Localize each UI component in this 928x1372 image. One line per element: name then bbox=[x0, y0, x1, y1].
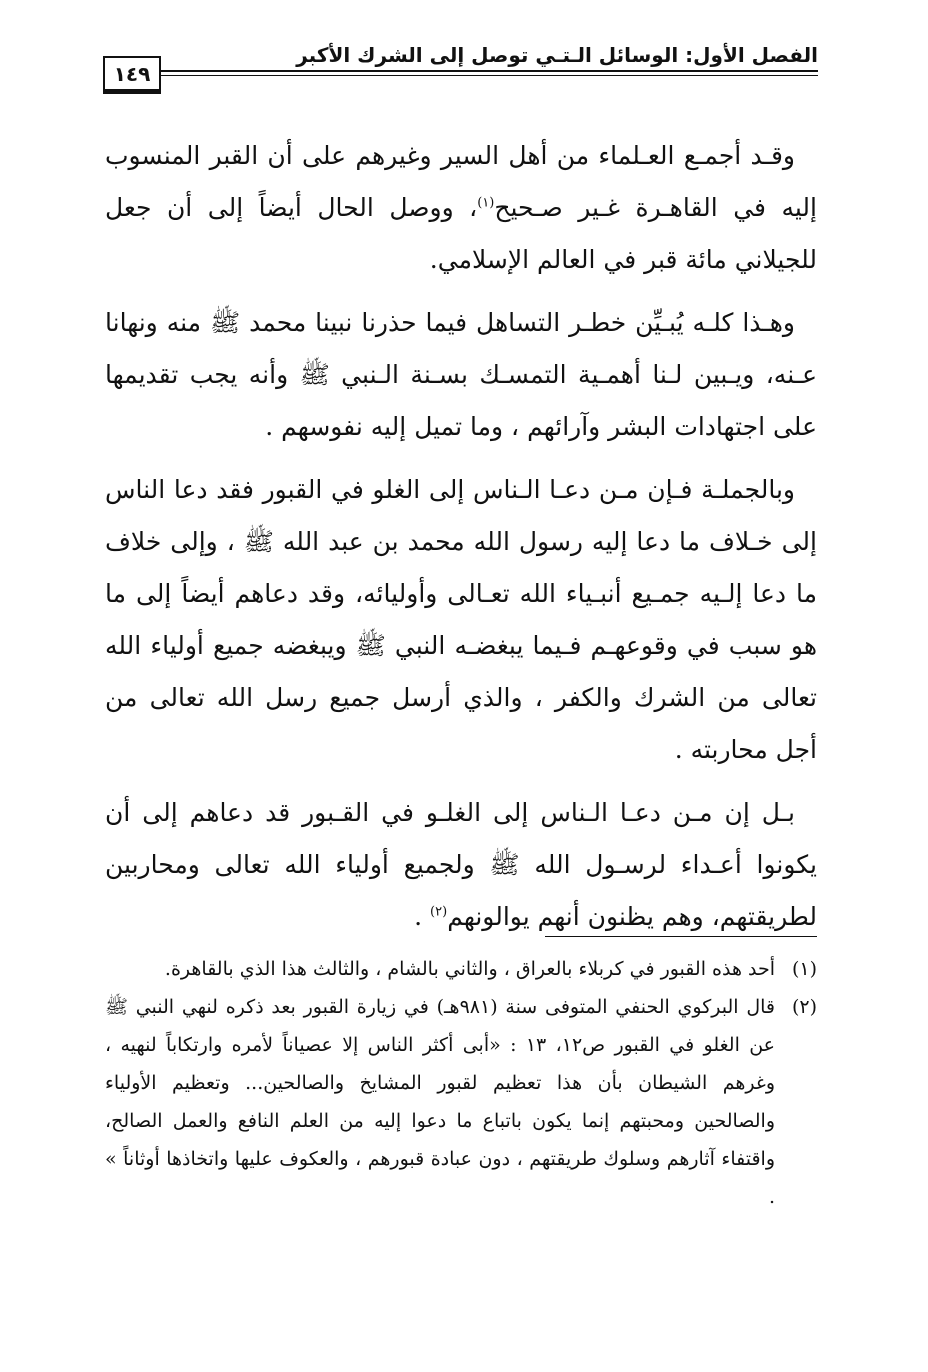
paragraph-1 bbox=[105, 130, 817, 286]
running-header-title: الفصل الأول: الوسائل الـتـي توصل إلى الشرك الأكبر bbox=[296, 43, 818, 67]
paragraph-1-text-cont: ، ووصل الحال أيضاً إلى أن جعل للجيلاني مائة قبر في العالم الإسلامي. bbox=[105, 193, 817, 274]
page-number: ١٤٩ bbox=[103, 56, 161, 94]
paragraph-3-text: وبالجملـة فـإن مـن دعـا الـناس إلى الغلو في القبور فقد دعا الناس إلى خـلاف ما دعا إليه رسول الله محمد بن عبد الله ﷺ ، وإلى خلاف ما دعا إلـيه جمـيع أنبـياء الله تعـالى وأوليائه، وقد دعاهم أيضاً إلى ما هو سبب في وقوعهـم فـيما يبغضـه النبي ﷺ ويبغضه جميع أولياء الله تعالى من الشرك والكفر ، والذي أرسل جميع رسل الله تعالى من أجل محاربته . bbox=[105, 475, 817, 764]
paragraph-1-text: وقـد أجمـع العـلماء من أهل السير وغيرهم على أن القبر المنسوب إليه في القاهـرة غـير صـحيح bbox=[105, 141, 817, 222]
paragraph-2 bbox=[105, 297, 817, 453]
footnote-2-number: (٢) bbox=[791, 996, 817, 1018]
footnote-2 bbox=[105, 988, 817, 1216]
header-rule bbox=[150, 70, 818, 72]
header-rule-thin bbox=[150, 75, 818, 76]
footnote-2-text: قال البركوي الحنفي المتوفى سنة (٩٨١هـ) في زيارة القبور بعد ذكره لنهي النبي ﷺ عن الغلو في القبور ص١٢، ١٣ : «أبى أكثر الناس إلا عصياناً لأمره وارتكاباً لنهيه ، وغرهم الشيطان بأن هذا تعظيم لقبور المشايخ والصالحين... وتعظيم الأولياء والصالحين ومحبتهم إنما يكون باتباع ما دعوا إليه من العلم النافع والعمل الصالح، واقتفاء آثارهم وسلوك طريقتهم ، دون عبادة قبورهم ، والعكوف عليها واتخاذها أوثاناً » . bbox=[105, 996, 776, 1208]
footnote-separator bbox=[545, 936, 817, 937]
footnote-ref-2: (٢) bbox=[430, 904, 448, 920]
footnote-ref-1: (١) bbox=[477, 195, 495, 211]
paragraph-4-text: بـل إن مـن دعـا الـناس إلى الغلـو في القـبور قد دعاهم إلى أن يكونوا أعـداء لرسـول الله ﷺ ولجميع أولياء الله تعالى ومحاربين لطريقتهم، وهم يظنون أنهم يوالونهم bbox=[105, 798, 817, 931]
paragraph-4-text-cont: . bbox=[414, 902, 431, 931]
paragraph-4 bbox=[105, 787, 817, 943]
paragraph-3 bbox=[105, 464, 817, 776]
footnote-1-text: أحد هذه القبور في كربلاء بالعراق ، والثاني بالشام ، والثالث هذا الذي بالقاهرة. bbox=[164, 958, 775, 980]
footnote-1-number: (١) bbox=[791, 958, 817, 980]
paragraph-2-text: وهـذا كلـه يُبـيِّن خطـر التساهل فيما حذرنا نبينا محمد ﷺ منه ونهانا عـنه، ويـبين لـنا أهمـية التمسـك بسـنة الـنبي ﷺ وأنه يجب تقديمها على اجتهادات البشر وآرائهم ، وما تميل إليه نفوسهم . bbox=[105, 308, 817, 441]
footnote-1 bbox=[105, 950, 817, 988]
footnotes bbox=[105, 950, 817, 1216]
main-text bbox=[105, 130, 817, 954]
